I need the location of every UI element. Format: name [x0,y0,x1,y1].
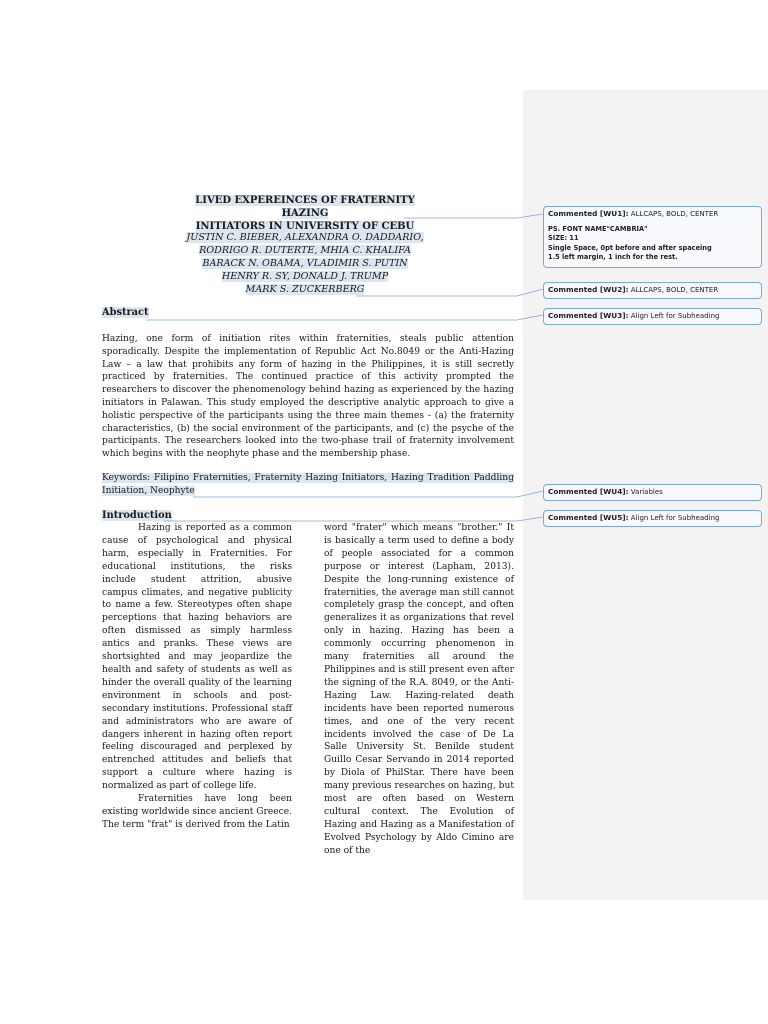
comment-line: SIZE: 11 [548,234,579,242]
comment-wu1[interactable] [543,206,762,268]
comment-line: Single Space, 0pt before and after spaceing [548,243,712,252]
comment-wu5[interactable] [543,510,762,527]
abstract-body: Hazing, one form of initiation rites within fraternities, steals public attention sporadically. Despite the implementation of Republic Act No.8049 or the Anti-Hazing Law – a law that prohibits any form of hazing in the Philippines, it is still secretly practiced by fraternities. The continued practice of this activity prompted the researchers to discover the phenomenology behind hazing as experienced by the hazing initiators in Palawan. This study employed the descriptive analytic approach to give a holistic perspective of the participants using the three main themes - (a) the fraternity characteristics, (b) the social environment of the participants, and (c) the psyche of the participants. The researchers looked into the two-phase trail of fraternity involvement which begins with the neophyte phase and the membership phase. [102,334,514,460]
keywords-text: Keywords: Filipino Fraternities, Fraternity Hazing Initiators, Hazing Tradition Paddling Initiation, Neophyte [102,473,514,496]
comment-label: Commented [WU1]: [548,209,629,218]
comment-wu2[interactable] [543,282,762,299]
comment-line: 1.5 left margin, 1 inch for the rest. [548,253,678,261]
title-line-1: LIVED EXPEREINCES OF FRATERNITY HAZING [195,195,415,219]
comment-wu4[interactable] [543,484,762,501]
comment-wu3[interactable] [543,308,762,325]
comment-label: Commented [WU3]: [548,311,629,320]
author-line: BARACK N. OBAMA, VLADIMIR S. PUTIN [202,258,408,269]
author-line: RODRIGO R. DUTERTE, MHIA C. KHALIFA [199,245,411,256]
title-line-2: INITIATORS IN UNIVERSITY OF CEBU [195,221,415,232]
author-line: MARK S. ZUCKERBERG [245,284,365,295]
comment-line: PS. FONT NAME"CAMBRIA" [548,224,648,233]
comment-label: Commented [WU5]: [548,513,629,522]
comment-label: Commented [WU2]: [548,285,629,294]
abstract-heading: Abstract [102,307,149,318]
comment-label: Commented [WU4]: [548,487,629,496]
comment-text: ALLCAPS, BOLD, CENTER [630,210,719,218]
intro-paragraph: Fraternities have long been existing worldwide since ancient Greece. The term "frat" is derived from the Latin [102,794,292,830]
author-line: JUSTIN C. BIEBER, ALEXANDRA O. DADDARIO, [186,232,424,243]
comment-text: Variables [630,488,663,496]
comment-text: Align Left for Subheading [630,312,720,320]
intro-paragraph: Hazing is reported as a common cause of psychological and physical harm, especially in Fraternities. For educational institutions, the risks include student attrition, abusive campus climates, and negative publicity to name a few. Stereotypes often shape perceptions that hazing behaviors are often dismissed as simply harmless antics and pranks. These views are shortsighted and may jeopardize the health and safety of students as well as hinder the overall quality of the learning environment in schools and post-secondary institutions. Professional staff and administrators who are aware of dangers inherent in hazing often report feeling discouraged and perplexed by entrenched attitudes and beliefs that support a culture where hazing is normalized as part of college life. [102,523,292,792]
author-line: HENRY R. SY, DONALD J. TRUMP [221,271,389,282]
intro-paragraph: word "frater" which means "brother." It is basically a term used to define a body of people associated for a common purpose or interest (Lapham, 2013). Despite the long-running existence of fraternities, the average man still cannot completely grasp the concept, and often generalizes it as organizations that revel only in hazing. Hazing has been a commonly occurring phenomenon in many fraternities all around the Philippines and is still present even after the signing of the R.A. 8049, or the Anti-Hazing Law. Hazing-related death incidents have been reported numerous times, and one of the very recent incidents involved the case of De La Salle University St. Benilde student Guillo Cesar Servando in 2014 reported by Diola of PhilStar. There have been many previous researches on hazing, but most are often based on Western cultural context. The Evolution of Hazing and Hazing as a Manifestation of Evolved Psychology by Aldo Cimino are one of the [324,523,514,856]
comment-text: Align Left for Subheading [630,514,720,522]
introduction-heading: Introduction [102,510,172,521]
comment-text: ALLCAPS, BOLD, CENTER [630,286,719,294]
